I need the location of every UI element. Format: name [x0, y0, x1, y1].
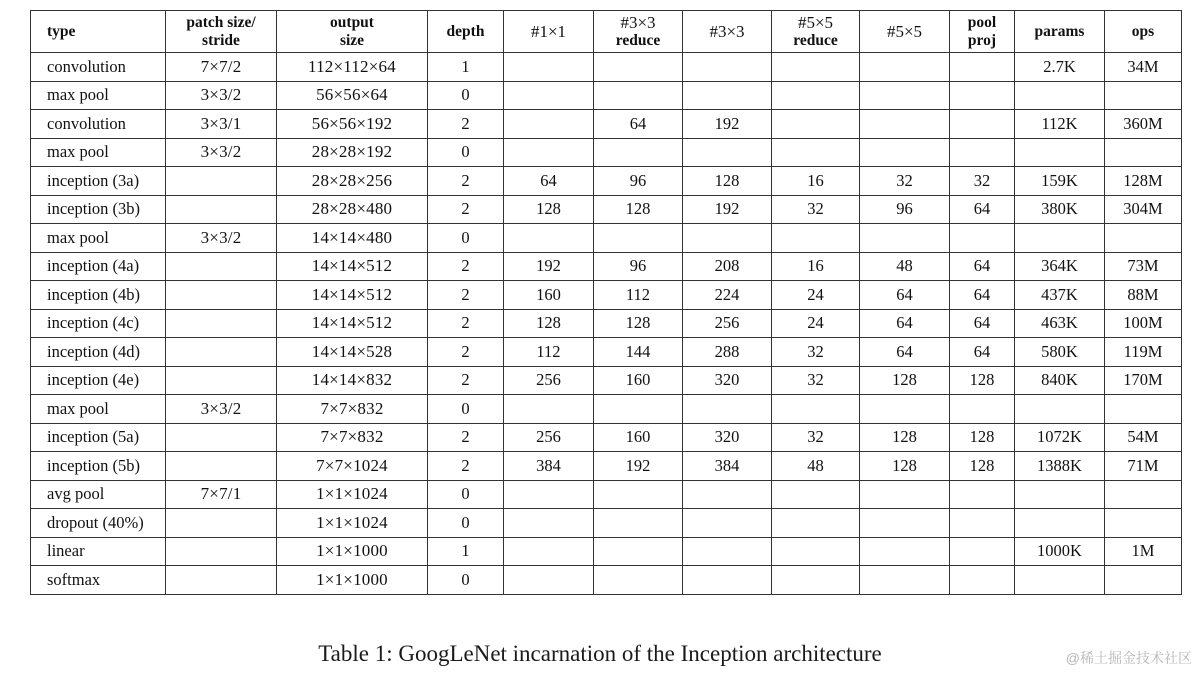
- table-cell: 7×7×1024: [277, 452, 428, 481]
- table-cell: [860, 395, 950, 424]
- table-row: [31, 110, 1182, 139]
- table-cell: [1015, 480, 1105, 509]
- table-cell: 360M: [1105, 110, 1182, 139]
- table-cell: 56×56×192: [277, 110, 428, 139]
- table-caption: Table 1: GoogLeNet incarnation of the Inception architecture: [318, 641, 882, 666]
- table-cell: [594, 224, 683, 253]
- table-cell: 88M: [1105, 281, 1182, 310]
- column-header-line2: reduce: [615, 31, 661, 49]
- table-cell: 208: [683, 252, 772, 281]
- column-header-line1: depth: [446, 22, 485, 40]
- table-cell: [1105, 81, 1182, 110]
- table-cell: 96: [594, 167, 683, 196]
- table-cell: 2: [428, 366, 504, 395]
- table-cell: 1×1×1000: [277, 566, 428, 595]
- column-header-9: [950, 11, 1015, 53]
- table-cell: [504, 81, 594, 110]
- table-cell: [594, 509, 683, 538]
- table-cell: [772, 480, 860, 509]
- table-cell: [860, 138, 950, 167]
- table-cell: 2: [428, 338, 504, 367]
- table-cell: [166, 537, 277, 566]
- table-cell: 28×28×256: [277, 167, 428, 196]
- table-cell: 0: [428, 224, 504, 253]
- table-cell: [772, 138, 860, 167]
- table-cell: 320: [683, 423, 772, 452]
- table-cell: 128: [950, 423, 1015, 452]
- table-cell: 1388K: [1015, 452, 1105, 481]
- table-cell: [1015, 395, 1105, 424]
- table-row: [31, 281, 1182, 310]
- table-cell: [166, 423, 277, 452]
- table-cell: [166, 195, 277, 224]
- table-row: [31, 53, 1182, 82]
- table-cell: 14×14×512: [277, 252, 428, 281]
- table-cell: inception (4e): [31, 366, 166, 395]
- table-cell: [772, 395, 860, 424]
- table-cell: [950, 509, 1015, 538]
- table-cell: [504, 480, 594, 509]
- table-cell: [772, 509, 860, 538]
- table-cell: 256: [683, 309, 772, 338]
- column-header-4: [504, 11, 594, 53]
- column-header-line1: #3×3: [620, 12, 656, 32]
- table-cell: 14×14×832: [277, 366, 428, 395]
- table-cell: 64: [950, 309, 1015, 338]
- table-cell: 96: [860, 195, 950, 224]
- table-cell: [504, 395, 594, 424]
- table-cell: 1×1×1024: [277, 480, 428, 509]
- table-cell: [1105, 566, 1182, 595]
- table-cell: [860, 480, 950, 509]
- table-cell: [166, 338, 277, 367]
- table-cell: 2: [428, 195, 504, 224]
- table-cell: 64: [860, 281, 950, 310]
- table-cell: 64: [504, 167, 594, 196]
- column-header-8: [860, 11, 950, 53]
- table-cell: 128: [504, 309, 594, 338]
- table-cell: 119M: [1105, 338, 1182, 367]
- table-cell: 0: [428, 138, 504, 167]
- column-header-line1: patch size/: [186, 13, 256, 31]
- table-cell: [1015, 138, 1105, 167]
- column-header-10: [1015, 11, 1105, 53]
- table-cell: [166, 167, 277, 196]
- table-cell: 160: [594, 423, 683, 452]
- table-row: [31, 138, 1182, 167]
- table-row: [31, 480, 1182, 509]
- table-cell: 320: [683, 366, 772, 395]
- table-row: [31, 338, 1182, 367]
- column-header-1: [166, 11, 277, 53]
- table-cell: 0: [428, 566, 504, 595]
- column-header-line1: #5×5: [886, 21, 923, 41]
- table-cell: 2.7K: [1015, 53, 1105, 82]
- table-cell: 71M: [1105, 452, 1182, 481]
- table-cell: [772, 566, 860, 595]
- table-cell: 1: [428, 53, 504, 82]
- table-cell: [683, 224, 772, 253]
- table-cell: [950, 110, 1015, 139]
- table-cell: 128: [594, 195, 683, 224]
- table-cell: max pool: [31, 81, 166, 110]
- table-row: [31, 366, 1182, 395]
- table-cell: [950, 53, 1015, 82]
- table-cell: 112K: [1015, 110, 1105, 139]
- table-cell: 288: [683, 338, 772, 367]
- table-cell: avg pool: [31, 480, 166, 509]
- table-cell: 14×14×480: [277, 224, 428, 253]
- table-cell: 384: [683, 452, 772, 481]
- table-cell: 128: [950, 452, 1015, 481]
- table-cell: [772, 53, 860, 82]
- table-cell: 0: [428, 395, 504, 424]
- table-cell: 14×14×512: [277, 281, 428, 310]
- table-cell: 1000K: [1015, 537, 1105, 566]
- table-cell: [683, 138, 772, 167]
- table-cell: [772, 81, 860, 110]
- table-cell: 128: [683, 167, 772, 196]
- table-cell: 28×28×480: [277, 195, 428, 224]
- table-cell: 64: [860, 309, 950, 338]
- table-cell: [683, 509, 772, 538]
- table-cell: 3×3/2: [166, 395, 277, 424]
- table-cell: [166, 566, 277, 595]
- table-cell: [683, 480, 772, 509]
- table-cell: 32: [772, 195, 860, 224]
- table-cell: 64: [950, 195, 1015, 224]
- table-cell: 170M: [1105, 366, 1182, 395]
- table-cell: 192: [683, 110, 772, 139]
- table-cell: [683, 81, 772, 110]
- table-cell: 2: [428, 281, 504, 310]
- table-cell: [1105, 138, 1182, 167]
- table-cell: [166, 366, 277, 395]
- table-cell: [594, 566, 683, 595]
- table-cell: 96: [594, 252, 683, 281]
- table-cell: 0: [428, 81, 504, 110]
- table-cell: 24: [772, 281, 860, 310]
- table-cell: 112: [594, 281, 683, 310]
- table-row: [31, 452, 1182, 481]
- table-cell: 1×1×1024: [277, 509, 428, 538]
- table-cell: softmax: [31, 566, 166, 595]
- column-header-7: [772, 11, 860, 53]
- table-cell: 112×112×64: [277, 53, 428, 82]
- table-cell: inception (4b): [31, 281, 166, 310]
- table-cell: 7×7/2: [166, 53, 277, 82]
- table-row: [31, 509, 1182, 538]
- table-cell: 192: [683, 195, 772, 224]
- table-cell: 64: [594, 110, 683, 139]
- table-cell: [772, 537, 860, 566]
- table-cell: [166, 452, 277, 481]
- table-cell: [860, 537, 950, 566]
- table-cell: [504, 53, 594, 82]
- table-cell: [594, 537, 683, 566]
- table-cell: inception (5a): [31, 423, 166, 452]
- table-cell: 128M: [1105, 167, 1182, 196]
- table-cell: 192: [594, 452, 683, 481]
- table-cell: 128: [594, 309, 683, 338]
- table-row: [31, 81, 1182, 110]
- table-cell: [504, 509, 594, 538]
- table-cell: 32: [860, 167, 950, 196]
- header-row: [31, 11, 1182, 53]
- table-cell: linear: [31, 537, 166, 566]
- table-row: [31, 423, 1182, 452]
- column-header-2: [277, 11, 428, 53]
- table-cell: 3×3/1: [166, 110, 277, 139]
- table-cell: [860, 81, 950, 110]
- table-row: [31, 167, 1182, 196]
- table-cell: 2: [428, 167, 504, 196]
- table-cell: 100M: [1105, 309, 1182, 338]
- table-cell: [772, 110, 860, 139]
- table-cell: 64: [950, 281, 1015, 310]
- table-cell: inception (3a): [31, 167, 166, 196]
- column-header-0: [31, 11, 166, 53]
- table-cell: [772, 224, 860, 253]
- table-cell: [683, 53, 772, 82]
- table-row: [31, 252, 1182, 281]
- column-header-3: [428, 11, 504, 53]
- table-cell: 32: [772, 366, 860, 395]
- table-cell: 304M: [1105, 195, 1182, 224]
- table-cell: [950, 395, 1015, 424]
- table-cell: 128: [950, 366, 1015, 395]
- table-cell: [950, 138, 1015, 167]
- table-cell: [860, 224, 950, 253]
- table-cell: [594, 395, 683, 424]
- table-cell: 128: [860, 452, 950, 481]
- table-row: [31, 195, 1182, 224]
- column-header-line1: ops: [1131, 22, 1155, 40]
- table-cell: 34M: [1105, 53, 1182, 82]
- table-cell: [1105, 480, 1182, 509]
- column-header-11: [1105, 11, 1182, 53]
- table-cell: convolution: [31, 53, 166, 82]
- table-cell: 160: [594, 366, 683, 395]
- column-header-line2: size: [339, 31, 365, 49]
- column-header-line1: output: [330, 13, 374, 31]
- table-cell: 224: [683, 281, 772, 310]
- table-cell: [1105, 509, 1182, 538]
- table-cell: 2: [428, 452, 504, 481]
- table-cell: [950, 537, 1015, 566]
- table-cell: [504, 110, 594, 139]
- table-cell: 2: [428, 252, 504, 281]
- table-cell: [504, 566, 594, 595]
- table-cell: 840K: [1015, 366, 1105, 395]
- table-cell: 32: [772, 423, 860, 452]
- table-cell: 3×3/2: [166, 138, 277, 167]
- table-cell: [860, 53, 950, 82]
- table-cell: 14×14×512: [277, 309, 428, 338]
- table-cell: 0: [428, 480, 504, 509]
- table-cell: [950, 566, 1015, 595]
- table-cell: 24: [772, 309, 860, 338]
- table-cell: [950, 480, 1015, 509]
- table-cell: 256: [504, 366, 594, 395]
- table-cell: 2: [428, 423, 504, 452]
- table-cell: 3×3/2: [166, 224, 277, 253]
- table-cell: 32: [772, 338, 860, 367]
- table-row: [31, 395, 1182, 424]
- table-cell: [166, 281, 277, 310]
- table-body: [31, 53, 1182, 595]
- table-cell: 112: [504, 338, 594, 367]
- table-cell: 73M: [1105, 252, 1182, 281]
- column-header-5: [594, 11, 683, 53]
- table-cell: inception (5b): [31, 452, 166, 481]
- column-header-line1: params: [1034, 22, 1085, 40]
- table-cell: [166, 252, 277, 281]
- table-cell: [504, 537, 594, 566]
- table-cell: [683, 395, 772, 424]
- table-cell: 14×14×528: [277, 338, 428, 367]
- table-cell: inception (4c): [31, 309, 166, 338]
- table-cell: [1015, 509, 1105, 538]
- table-cell: 48: [772, 452, 860, 481]
- table-cell: dropout (40%): [31, 509, 166, 538]
- table-cell: 7×7/1: [166, 480, 277, 509]
- column-header-6: [683, 11, 772, 53]
- table-cell: [1015, 224, 1105, 253]
- architecture-table-container: [30, 10, 1181, 595]
- table-cell: 7×7×832: [277, 423, 428, 452]
- column-header-line1: #5×5: [797, 12, 834, 32]
- table-cell: 159K: [1015, 167, 1105, 196]
- column-header-line1: pool: [967, 13, 997, 31]
- table-cell: 64: [860, 338, 950, 367]
- table-cell: 54M: [1105, 423, 1182, 452]
- table-cell: 1072K: [1015, 423, 1105, 452]
- table-cell: 64: [950, 252, 1015, 281]
- table-cell: max pool: [31, 395, 166, 424]
- table-cell: [860, 509, 950, 538]
- table-cell: 3×3/2: [166, 81, 277, 110]
- table-cell: 2: [428, 110, 504, 139]
- column-header-line2: reduce: [793, 31, 838, 49]
- table-cell: [1105, 224, 1182, 253]
- table-cell: 1×1×1000: [277, 537, 428, 566]
- architecture-table: [30, 10, 1182, 595]
- column-header-line2: stride: [202, 31, 240, 49]
- table-cell: 192: [504, 252, 594, 281]
- table-cell: 0: [428, 509, 504, 538]
- table-cell: [504, 138, 594, 167]
- table-cell: [1015, 566, 1105, 595]
- table-cell: [683, 566, 772, 595]
- table-cell: inception (3b): [31, 195, 166, 224]
- table-cell: 364K: [1015, 252, 1105, 281]
- table-cell: [594, 480, 683, 509]
- table-cell: 128: [860, 423, 950, 452]
- table-cell: 463K: [1015, 309, 1105, 338]
- table-cell: 2: [428, 309, 504, 338]
- table-row: [31, 566, 1182, 595]
- watermark: @稀土掘金技术社区: [1065, 650, 1192, 666]
- column-header-line1: #3×3: [709, 21, 745, 41]
- column-header-line2: proj: [967, 31, 997, 49]
- table-cell: [860, 110, 950, 139]
- table-cell: 48: [860, 252, 950, 281]
- table-row: [31, 309, 1182, 338]
- table-cell: [594, 81, 683, 110]
- table-cell: 380K: [1015, 195, 1105, 224]
- table-cell: 128: [504, 195, 594, 224]
- table-cell: 16: [772, 167, 860, 196]
- table-cell: 16: [772, 252, 860, 281]
- table-cell: convolution: [31, 110, 166, 139]
- table-cell: [950, 224, 1015, 253]
- table-cell: 256: [504, 423, 594, 452]
- table-cell: [594, 138, 683, 167]
- table-cell: 160: [504, 281, 594, 310]
- table-cell: [594, 53, 683, 82]
- table-cell: [950, 81, 1015, 110]
- table-cell: 1: [428, 537, 504, 566]
- table-cell: [860, 566, 950, 595]
- table-cell: [166, 309, 277, 338]
- table-cell: [1015, 81, 1105, 110]
- table-cell: 437K: [1015, 281, 1105, 310]
- table-cell: max pool: [31, 224, 166, 253]
- table-cell: 7×7×832: [277, 395, 428, 424]
- table-row: [31, 224, 1182, 253]
- table-cell: [683, 537, 772, 566]
- column-header-line1: type: [47, 22, 76, 40]
- table-cell: 28×28×192: [277, 138, 428, 167]
- table-cell: [1105, 395, 1182, 424]
- table-cell: 64: [950, 338, 1015, 367]
- table-cell: inception (4d): [31, 338, 166, 367]
- table-cell: [166, 509, 277, 538]
- table-cell: 384: [504, 452, 594, 481]
- table-cell: 580K: [1015, 338, 1105, 367]
- table-row: [31, 537, 1182, 566]
- table-cell: [504, 224, 594, 253]
- table-cell: max pool: [31, 138, 166, 167]
- table-cell: 32: [950, 167, 1015, 196]
- table-cell: inception (4a): [31, 252, 166, 281]
- table-cell: 144: [594, 338, 683, 367]
- table-cell: 128: [860, 366, 950, 395]
- table-header: [31, 11, 1182, 53]
- table-cell: 1M: [1105, 537, 1182, 566]
- column-header-line1: #1×1: [530, 21, 567, 41]
- table-cell: 56×56×64: [277, 81, 428, 110]
